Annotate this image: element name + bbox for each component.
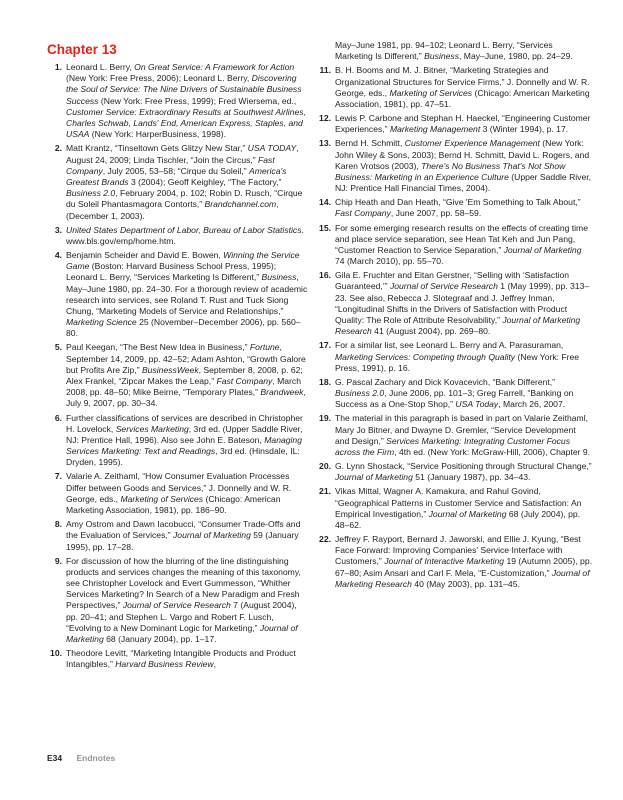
endnote-text: For a similar list, see Leonard L. Berry and A. Parasuraman, Marketing Services: Competing through Quality (New York: Free Press, 1991), p. 16.: [335, 340, 580, 373]
endnote-number: 8 .: [47, 519, 62, 530]
left-column: [47, 40, 309, 673]
endnote-number: 17 .: [316, 340, 331, 351]
endnote-text: Lewis P. Carbone and Stephan H. Haeckel, “Engineering Customer Experiences,” Marketing Management 3 (Winter 1994), p. 17.: [335, 113, 591, 135]
endnote-1: [47, 62, 309, 140]
endnote-text: Further classifications of services are described in Christopher H. Lovelock, Services Marketing, 3rd ed. (Upper Saddle River, NJ: Prentice Hall, 1996). Also see John E. Bateson, Managing Services Marketing: Text and Readings, 3rd ed. (Hinsdale, IL: Dryden, 1995).: [66, 412, 303, 468]
endnote-11: [316, 65, 592, 110]
endnote-text: For some emerging research results on the effects of creating time and place service separation, see Hean Tat Keh and Jun Pang, “Customer Reaction to Service Separation,” Journal of Marketing 74 (March 2010), pp. 55–70.: [335, 222, 588, 267]
endnote-21: [316, 486, 592, 531]
endnote-text: Theodore Levitt, “Marketing Intangible Products and Product Intangibles,” Harvard Business Review,: [66, 648, 296, 670]
endnote-number: 7 .: [47, 471, 62, 482]
endnote-number: 13 .: [316, 138, 331, 149]
endnote-number: 21 .: [316, 486, 331, 497]
endnote-7: [47, 471, 309, 516]
right-notes-list: [316, 65, 592, 590]
page-footer: [47, 753, 115, 763]
endnote-number: 5 .: [47, 342, 62, 353]
note-10-continuation: May–June 1981, pp. 94–102; Leonard L. Berry, “Services Marketing Is Different,” Business, May–June, 1980, pp. 24–29.: [335, 40, 573, 62]
left-notes-list: [47, 62, 309, 671]
endnote-number: 15 .: [316, 223, 331, 234]
right-column: [316, 40, 592, 593]
endnote-number: 20 .: [316, 461, 331, 472]
endnote-number: 12 .: [316, 113, 331, 124]
endnote-text: G. Pascal Zachary and Dick Kovacevich, “Bank Different,” Business 2.0, June 2006, pp. 101–3; Greg Farrell, “Banking on Success as a One-Stop Shop,” USA Today, March 26, 2007.: [335, 376, 574, 410]
endnote-6: [47, 413, 309, 469]
endnote-number: 22 .: [316, 534, 331, 545]
endnote-text: Amy Ostrom and Dawn Iacobucci, “Consumer Trade-Offs and the Evaluation of Services,” Journal of Marketing 59 (January 1995), pp. 17–28.: [66, 519, 301, 552]
endnote-2: [47, 143, 309, 221]
endnote-number: 4 .: [47, 250, 62, 261]
endnote-text: Paul Keegan, “The Best New Idea in Business,” Fortune, September 14, 2009, pp. 42–52; Adam Ashton, “Growth Galore but Profits Are Zip,” BusinessWeek, September 8, 2008, p. 62; Alex Frankel, “Zipcar Makes the Leap,” Fast Company, March 2008, pp. 48–50; Mike Beirne, “Temporary Plates,” Brandweek, July 9, 2007, pp. 30–34.: [66, 342, 306, 409]
endnote-19: [316, 413, 592, 458]
endnote-18: [316, 377, 592, 411]
endnote-number: 1 .: [47, 62, 62, 73]
endnote-13: [316, 138, 592, 194]
endnote-text: Bernd H. Schmitt, Customer Experience Management (New York: John Wiley & Sons, 2003); Bernd H. Schmitt, David L. Rogers, and Karen Vrotsos (2003), There's No Business That's Not Show Business: Marketing in an Experience Culture (Upper Saddle River, NJ: Prentice Hall Financial Times, 2004).: [335, 138, 592, 194]
endnote-number: 6 .: [47, 413, 62, 424]
endnote-number: 2 .: [47, 143, 62, 154]
running-footer-title: Endnotes: [76, 753, 116, 763]
endnote-5: [47, 342, 309, 409]
endnote-number: 14 .: [316, 197, 331, 208]
endnote-text: United States Department of Labor, Bureau of Labor Statistics. www.bls.gov/emp/home.htm.: [66, 224, 304, 246]
endnote-15: [316, 223, 592, 268]
endnote-text: Jeffrey F. Rayport, Bernard J. Jaworski, and Ellie J. Kyung, “Best Face Forward: Improving Companies' Service Interface with Customers,” Journal of Interactive Marketing 19 (Autumn 2005), pp. 67–80; Asim Ansari and Carl F. Mela, “E-Customization,” Journal of Marketing Research 40 (May 2003), pp. 131–45.: [335, 534, 592, 589]
endnote-9: [47, 556, 309, 646]
endnote-number: 3 .: [47, 225, 62, 236]
endnote-text: Vikas Mittal, Wagner A. Kamakura, and Rahul Govind, “Geographical Patterns in Customer Service and Satisfaction: An Empirical Investigation,” Journal of Marketing 68 (July 2004), pp. 48–62.: [335, 486, 582, 530]
endnote-number: 11 .: [316, 65, 331, 76]
endnote-text: The material in this paragraph is based in part on Valarie Zeithaml, Mary Jo Bitner, and Dwayne D. Gremler, “Service Development and Design,” Services Marketing: Integrating Customer Focus across the Firm, 4th ed. (New York: McGraw-Hill, 2006), Chapter 9.: [335, 413, 591, 457]
endnote-4: [47, 250, 309, 340]
endnote-text: Benjamin Scheider and David E. Bowen, Winning the Service Game (Boston: Harvard Business School Press, 1995); Leonard L. Berry, “Services Marketing Is Different,” Business, May–June 1980, pp. 24–30. For a thorough review of academic research into services, see Roland T. Rust and Tuck Siong Chung, “Marketing Models of Service and Relationships,” Marketing Science 25 (November–December 2006), pp. 560–80.: [66, 249, 308, 339]
endnote-text: Gila E. Fruchter and Eitan Gerstner, “Selling with ‘Satisfaction Guaranteed,’” Journal of Service Research 1 (May 1999), pp. 313–23. See also, Rebecca J. Slotegraaf and J. Jeffrey Inman, “Longitudinal Shifts in the Drivers of Satisfaction with Product Quality: The Role of Attribute Resolvability,” Journal of Marketing Research 41 (August 2004), pp. 269–80.: [335, 270, 590, 337]
endnote-16: [316, 270, 592, 337]
endnote-text: Chip Heath and Dan Heath, “Give 'Em Something to Talk About,” Fast Company, June 2007, pp. 58–59.: [335, 197, 581, 219]
endnote-number: 16 .: [316, 270, 331, 281]
endnote-text: Matt Krantz, “Tinseltown Gets Glitzy New Star,” USA TODAY, August 24, 2009; Linda Tischler, “Join the Circus,” Fast Company, July 2005, 53–58; “Cirque du Soleil,” America's Greatest Brands 3 (2004); Geoff Keighley, “The Factory,” Business 2.0, February 2004, p. 102; Robin D. Rusch, “Cirque du Soleil Phantasmagora Contorts,” Brandchannel.com, (December 1, 2003).: [66, 143, 303, 221]
endnote-17: [316, 340, 592, 374]
endnote-number: 9 .: [47, 556, 62, 567]
endnote-22: [316, 534, 592, 590]
endnote-20: [316, 461, 592, 483]
endnote-text: Valarie A. Zeithaml, “How Consumer Evaluation Processes Differ between Goods and Services,” J. Donnelly and W. R. George, eds., Marketing of Services (Chicago: American Marketing Association, 1981), pp. 186–90.: [66, 471, 292, 516]
endnote-8: [47, 519, 309, 553]
endnote-number: 18 .: [316, 377, 331, 388]
endnote-text: G. Lynn Shostack, “Service Positioning through Structural Change,” Journal of Marketing 51 (January 1987), pp. 34–43.: [335, 461, 592, 483]
endnote-text: B. H. Booms and M. J. Bitner, “Marketing Strategies and Organizational Structures for Service Firms,” J. Donnelly and W. R. George, eds., Marketing of Services (Chicago: American Marketing Association, 1981), pp. 47–51.: [335, 65, 590, 109]
endnote-12: [316, 113, 592, 135]
endnote-text: For discussion of how the blurring of the line distinguishing products and services changes the meaning of this taxonomy, see Christopher Lovelock and Evert Gummesson, “Whither Services Marketing? In Search of a New Paradigm and Fresh Perspectives,” Journal of Service Research 7 (August 2004), pp. 20–41; and Stephen L. Vargo and Robert F. Lusch, “Evolving to a New Dominant Logic for Marketing,” Journal of Marketing 68 (January 2004), pp. 1–17.: [66, 555, 301, 645]
endnote-3: [47, 225, 309, 247]
endnote-number: 19 .: [316, 413, 331, 424]
page-number: E34: [47, 753, 63, 763]
endnote-number: 10 .: [47, 648, 62, 659]
endnote-text: Leonard L. Berry, On Great Service: A Framework for Action (New York: Free Press, 2006); Leonard L. Berry, Discovering the Soul of Service: The Nine Drivers of Sustainable Business Success (New York: Free Press, 1999); Fred Wiersema, ed., Customer Service: Extraordinary Results at Southwest Airlines, Charles Schwab, Lands' End, American Express, Staples, and USAA (New York: HarperBusiness, 1998).: [66, 62, 306, 140]
endnote-10: [47, 648, 309, 670]
chapter-heading: Chapter 13: [47, 42, 117, 57]
endnote-14: [316, 197, 592, 219]
